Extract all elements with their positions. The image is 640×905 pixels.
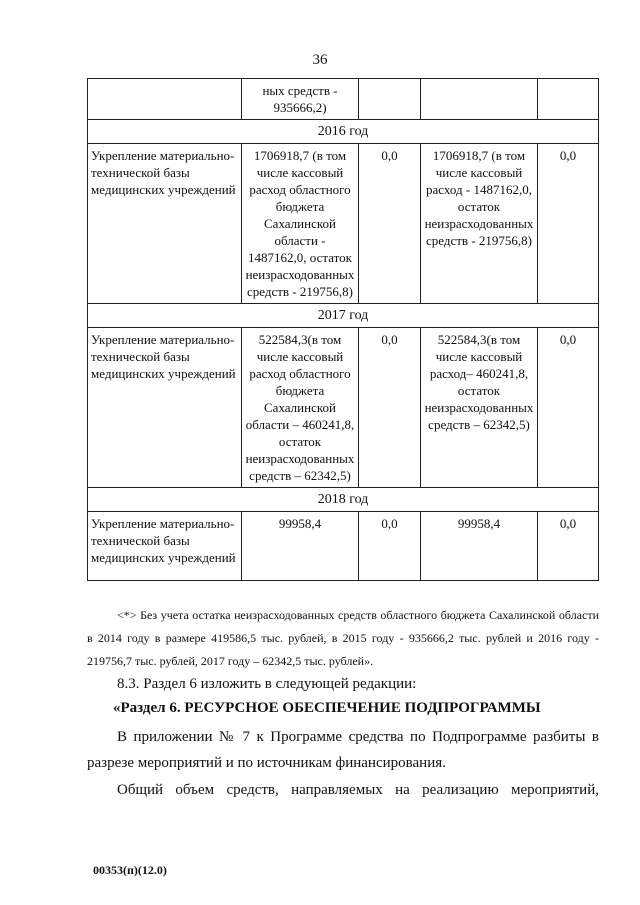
table-cell: 99958,4 [242,512,359,581]
paragraph-amendment: 8.3. Раздел 6 изложить в следующей редакции: [117,676,417,692]
table-cell: 0,0 [359,144,421,304]
table-cell: 0,0 [359,328,421,488]
funding-table [87,78,599,581]
footnote [87,604,599,673]
section-heading: «Раздел 6. РЕСУРСНОЕ ОБЕСПЕЧЕНИЕ ПОДПРОГРАММЫ [113,700,541,716]
table-cell: 0,0 [538,144,599,304]
footnote-text: <*> Без учета остатка неизрасходованных средств областного бюджета Сахалинской области в 2014 году в размере 419586,5 тыс. рублей, в 2015 году - 935666,2 тыс. рублей и 2016 году - 219756,7 тыс. рублей, 2017 году – 62342,5 тыс. рублей». [87,608,599,668]
year-label: 2017 год [88,304,599,328]
year-header-row [88,488,599,512]
paragraph: Общий объем средств, направляемых на реализацию мероприятий, [117,782,599,798]
table-cell: 1706918,7 (в том числе кассовый расход - 1487162,0, остаток неизрасходованных средств - 219756,8) [421,144,538,304]
table-cell: ных средств - 935666,2) [242,79,359,120]
table-cell [421,79,538,120]
table-cell: 522584,3(в том числе кассовый расход– 460241,8, остаток неизрасходованных средств – 62342,5) [421,328,538,488]
year-label: 2016 год [88,120,599,144]
table-cell [88,79,242,120]
table-cell: 0,0 [538,512,599,581]
table-cell: 1706918,7 (в том числе кассовый расход областного бюджета Сахалинской области - 1487162,0, остаток неизрасходованных средств - 219756,8) [242,144,359,304]
table-cell: 0,0 [359,512,421,581]
table-row [88,144,599,304]
year-label: 2018 год [88,488,599,512]
table-cell: 0,0 [538,328,599,488]
table-row [88,79,599,120]
table-cell: 99958,4 [421,512,538,581]
page-number: 36 [312,52,328,68]
table-cell: 522584,3(в том числе кассовый расход областного бюджета Сахалинской области – 460241,8, остаток неизрасходованных средств – 62342,5) [242,328,359,488]
paragraph: В приложении № 7 к Программе средства по Подпрограмме разбиты в разрезе мероприятий и по источникам финансирования. [87,729,599,771]
measure-name-cell: Укрепление материально-технической базы медицинских учреждений [88,328,242,488]
measure-name-cell: Укрепление материально-технической базы медицинских учреждений [88,512,242,581]
document-code: 00353(п)(12.0) [93,863,167,877]
year-header-row [88,120,599,144]
year-header-row [88,304,599,328]
table-cell [538,79,599,120]
table-cell [359,79,421,120]
table-row [88,328,599,488]
measure-name-cell: Укрепление материально-технической базы медицинских учреждений [88,144,242,304]
table-row [88,512,599,581]
